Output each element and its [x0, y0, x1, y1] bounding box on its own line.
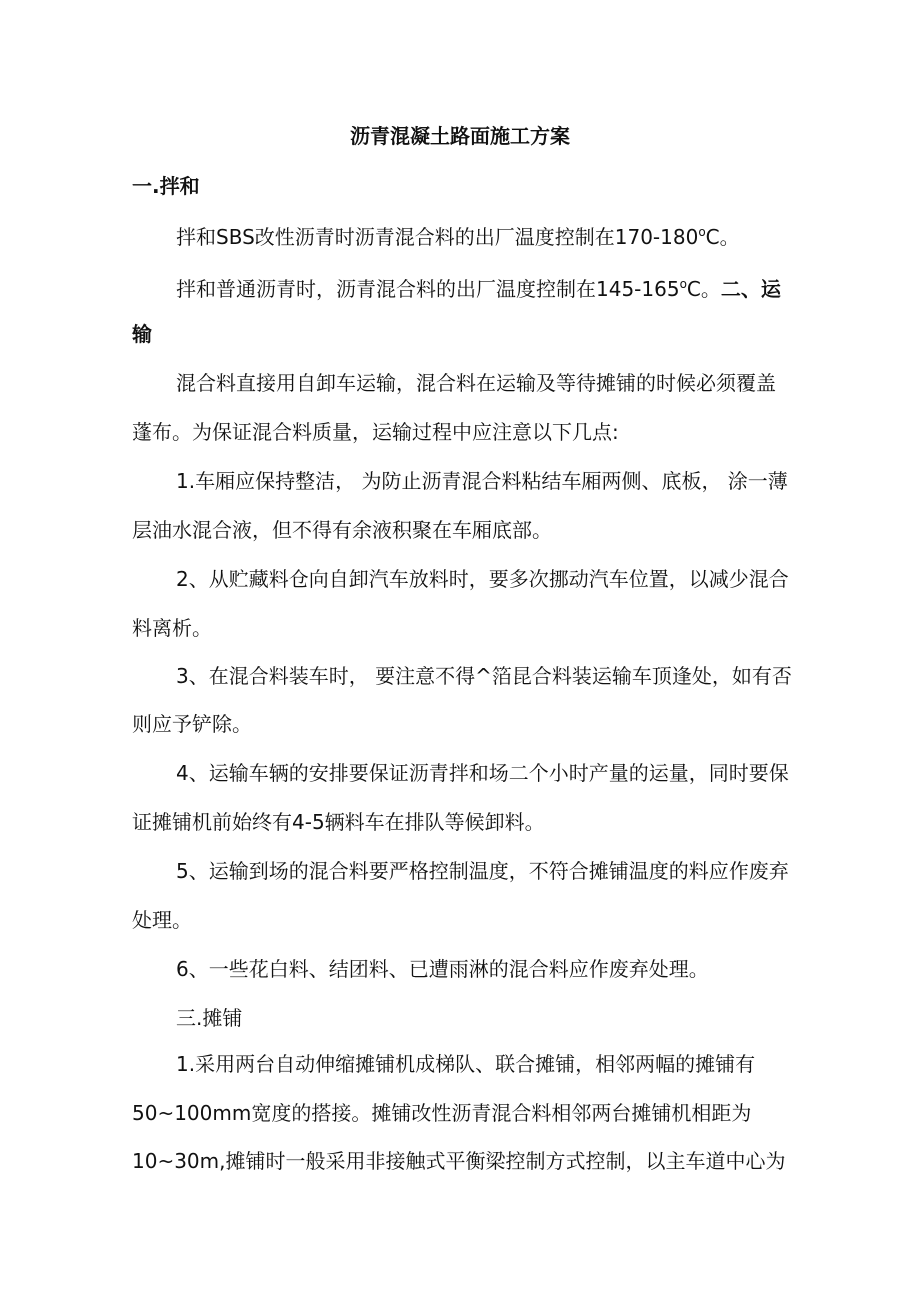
paragraph-normal-temp [176, 270, 781, 303]
transport-item1-line2: 层油水混合液，但不得有余液积聚在车厢底部。 [132, 518, 552, 542]
transport-item1-line1: 1.车厢应保持整洁， 为防止沥青混合料粘结车厢两侧、底板， 涂一薄 [176, 469, 788, 493]
paving-p1-line2: 50~100mm宽度的搭接。摊铺改性沥青混合料相邻两台摊铺机相距为 [132, 1101, 752, 1125]
transport-item5-line2: 处理。 [132, 908, 192, 932]
document-title: 沥青混凝土路面施工方案 [350, 124, 570, 148]
unit-celsius: C。 [686, 277, 721, 301]
paving-p1-line3: 10~30m,摊铺时一般采用非接触式平衡梁控制方式控制，以主车道中心为 [132, 1149, 786, 1173]
transport-intro-line1: 混合料直接用自卸车运输，混合料在运输及等待摊铺的时候必须覆盖 [176, 371, 776, 395]
unit-celsius: C。 [705, 225, 740, 249]
paragraph-sbs-temp-text: 拌和SBS改性沥青时沥青混合料的出厂温度控制在170-180 [176, 225, 699, 249]
section-heading-paving: 三.摊铺 [176, 1006, 243, 1030]
section-heading-transport-part2: 输 [132, 322, 152, 346]
transport-intro-line2: 蓬布。为保证混合料质量，运输过程中应注意以下几点: [132, 420, 619, 444]
transport-item3-line1: 3、在混合料装车时， 要注意不得^箔昆合料装运输车顶逢处，如有否 [176, 664, 792, 688]
section-heading-mixing: 一.拌和 [132, 174, 200, 198]
degree-mark: o [679, 277, 687, 291]
transport-item2-line2: 料离析。 [132, 616, 212, 640]
transport-item4-line2: 证摊铺机前始终有4-5辆料车在排队等候卸料。 [132, 810, 545, 834]
section-heading-transport-part1: 二、运 [720, 277, 781, 301]
paragraph-sbs-temp [176, 218, 740, 251]
paving-p1-line1: 1.采用两台自动伸缩摊铺机成梯队、联合摊铺，相邻两幅的摊铺有 [176, 1052, 756, 1076]
transport-item4-line1: 4、运输车辆的安排要保证沥青拌和场二个小时产量的运量，同时要保 [176, 761, 789, 785]
transport-item6: 6、一些花白料、结团料、已遭雨淋的混合料应作废弃处理。 [176, 957, 709, 981]
transport-item3-line2: 则应予铲除。 [132, 712, 252, 736]
transport-item2-line1: 2、从贮藏料仓向自卸汽车放料时，要多次挪动汽车位置，以减少混合 [176, 567, 789, 591]
degree-mark: o [698, 225, 706, 239]
transport-item5-line1: 5、运输到场的混合料要严格控制温度，不符合摊铺温度的料应作废弃 [176, 859, 789, 883]
paragraph-normal-temp-text: 拌和普通沥青时，沥青混合料的出厂温度控制在145-165 [176, 277, 680, 301]
